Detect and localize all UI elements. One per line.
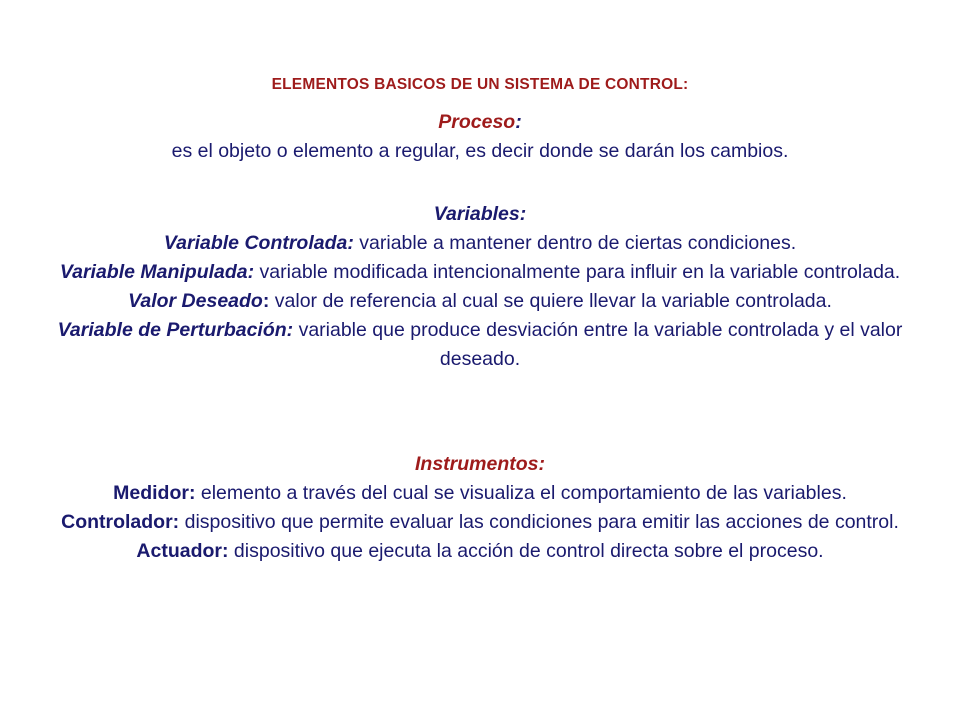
proceso-heading: Proceso: [438, 111, 516, 133]
section-variables: [40, 200, 920, 374]
slide-title: ELEMENTOS BASICOS DE UN SISTEMA DE CONTROL:: [271, 76, 689, 93]
valor-deseado-term: Valor Deseado: [128, 290, 263, 312]
controlador-text: dispositivo que permite evaluar las condiciones para emitir las acciones de control.: [179, 511, 899, 533]
controlador-term: Controlador:: [61, 511, 180, 533]
valor-deseado-text: valor de referencia al cual se quiere llevar la variable controlada.: [269, 290, 832, 312]
variable-controlada-item: [40, 229, 920, 258]
variable-perturbacion-text: variable que produce desviación entre la variable controlada y el valor deseado.: [293, 319, 903, 370]
section-proceso: [40, 108, 920, 166]
actuador-term: Actuador:: [136, 540, 229, 562]
instrumentos-heading: Instrumentos:: [414, 453, 545, 475]
controlador-item: [40, 508, 920, 537]
actuador-item: [40, 537, 920, 566]
medidor-text: elemento a través del cual se visualiza el comportamiento de las variables.: [195, 482, 847, 504]
proceso-heading-colon: :: [515, 111, 522, 133]
proceso-heading-line: [40, 108, 920, 137]
proceso-text: es el objeto o elemento a regular, es decir donde se darán los cambios.: [171, 140, 789, 162]
medidor-item: [40, 479, 920, 508]
variable-perturbacion-item: [40, 316, 920, 374]
variable-controlada-term: Variable Controlada:: [163, 232, 354, 254]
variable-controlada-text: variable a mantener dentro de ciertas condiciones.: [353, 232, 797, 254]
variable-manipulada-text: variable modificada intencionalmente para influir en la variable controlada.: [254, 261, 901, 283]
variables-heading: Variables:: [433, 203, 527, 225]
variable-manipulada-item: [40, 258, 920, 287]
variable-manipulada-term: Variable Manipulada:: [59, 261, 255, 283]
actuador-text: dispositivo que ejecuta la acción de control directa sobre el proceso.: [228, 540, 824, 562]
valor-deseado-colon: :: [262, 290, 270, 312]
variable-perturbacion-term: Variable de Perturbación:: [57, 319, 294, 341]
section-instrumentos: [40, 450, 920, 566]
valor-deseado-item: [40, 287, 920, 316]
medidor-term: Medidor:: [113, 482, 196, 504]
